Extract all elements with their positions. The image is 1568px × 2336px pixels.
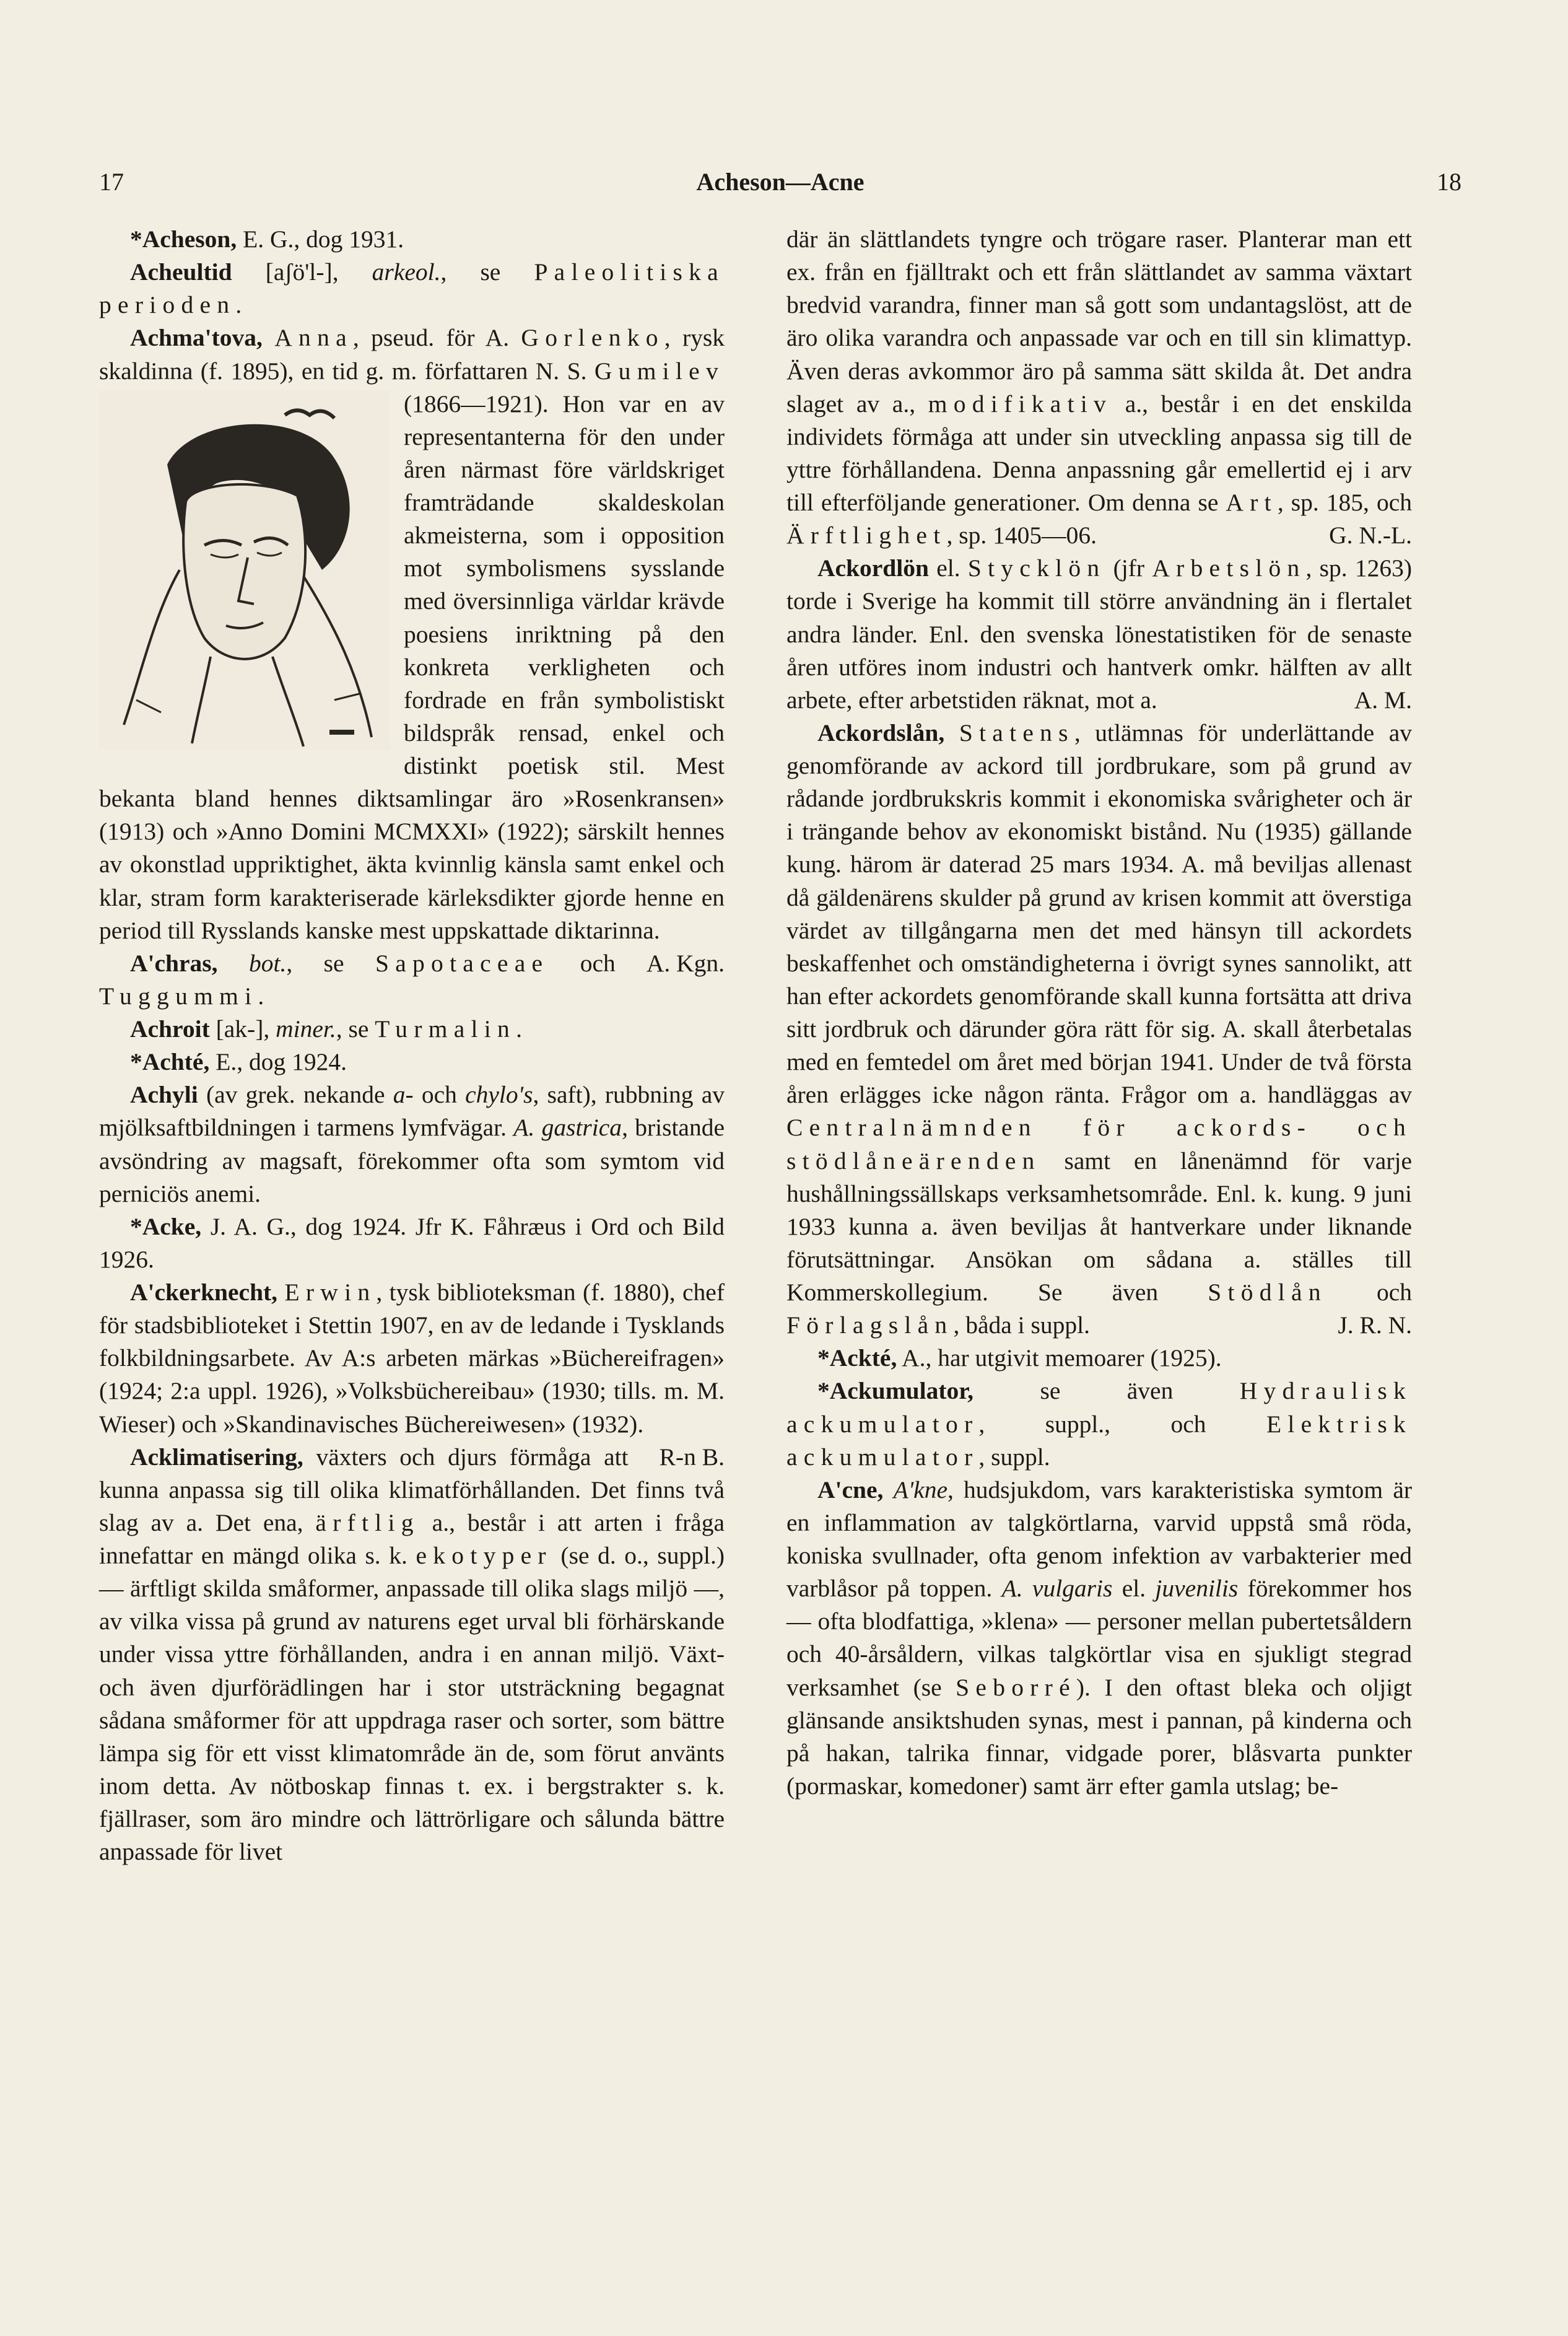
- portrait-image: [99, 390, 390, 750]
- entry-achras: A'chras, bot., se Sapotaceae och Tuggummi.: [99, 949, 616, 1010]
- entry-achyli: Achyli (av grek. nekande a- och chylo's, saft), rubbning av mjölksaftbildningen i tarmens lymfvägar. A. gastrica, bristande avsöndring av magsaft, förekommer ofta som symtom vid perniciös anemi.: [99, 1081, 725, 1207]
- entry-ackumulator: *Ackumulator, se även Hydraulisk ackumulator, suppl., och Elektrisk ackumulator, suppl.: [786, 1377, 1412, 1471]
- cross-reference[interactable]: Ärftlighet: [786, 522, 947, 549]
- entry-acheson: *Acheson, E. G., dog 1931.: [130, 225, 404, 253]
- entry-achmatova: Achma'tova, Anna, pseud. för A. Gorlenko, rysk skaldinna (f. 1895), en tid g. m. författaren N. S. Gumilev (1866—1921). Hon var en av representanterna för den under åren närmast före världskriget framträdande skaldeskolan akmeisterna, som i opposition mot symbolismens sysslande med översinnliga världar krävde poesiens inriktning på den konkreta verkligheten och fordrade en från symbolistiskt bildspråk rensad, enkel och distinkt poetisk stil. Mest bekanta bland hennes diktsamlingar äro »Rosenkransen» (1913) och »Anno Domini MCMXXI» (1922); särskilt hennes av okonstlad uppriktighet, äkta kvinnlig känsla samt enkel och klar, stram form karakteriserade kärleksdikter gjorde henne en period till Rysslands kanske mest uppskattade diktarinna. A. Kgn.: [99, 322, 725, 947]
- headword[interactable]: A'cne,: [817, 1476, 884, 1503]
- cross-reference[interactable]: Seborré: [956, 1673, 1076, 1701]
- cross-reference[interactable]: Turmalin: [375, 1015, 516, 1043]
- right-column: [786, 223, 1412, 1803]
- headword[interactable]: Achroit: [130, 1015, 210, 1043]
- author-signature: A. M.: [1354, 686, 1412, 714]
- entry-acklimatisering-continued: där än slättlandets tyngre och trögare raser. Planterar man ett ex. från en fjälltrakt och ett från slättlandet av samma växtart bredvid varandra, finner man så gott som undantagslöst, att de äro olika varandra och anpassade var och en till sin klimattyp. Även deras avkommor äro på samma sätt skilda åt. Det andra slaget av a., modifikativ a., består i en det enskilda individets förmåga att under sin utveckling anpassa sig till de yttre förhållandena. Denna anpassning går emellertid ej i arv till efterföljande generationer. Om denna se Art, sp. 185, och Ärftlighet, sp. 1405—06. G. N.-L.: [786, 223, 1412, 552]
- cross-reference[interactable]: Elektrisk ackumulator: [786, 1410, 1412, 1471]
- headword[interactable]: *Ackumulator,: [817, 1377, 974, 1405]
- headword[interactable]: *Acheson,: [130, 225, 237, 253]
- headword[interactable]: Ackordlön: [817, 554, 929, 582]
- cross-reference[interactable]: Sapotaceae: [375, 949, 549, 977]
- author-signature: A. Kgn.: [646, 949, 725, 977]
- entry-ackerknecht: A'ckerknecht, Erwin, tysk biblioteksman (f. 1880), chef för stadsbiblioteket i Stettin 1907, en av de ledande i Tysklands folkbildningsarbete. Av A:s arbeten märkas »Büchereifragen» (1924; 2:a uppl. 1926), »Volksbüchereibau» (1930; tills. m. M. Wieser) och »Skandinavisches Büchereiwesen» (1932). R-n B.: [99, 1276, 725, 1441]
- headword[interactable]: Ackordslån,: [817, 719, 945, 746]
- entry-acheultid: Acheultid [aʃö'l-], arkeol., se Paleolitiska perioden.: [99, 258, 725, 319]
- entry-acne: A'cne, A'kne, hudsjukdom, vars karakteristiska symtom är en inflammation av talgkörtlarna, varvid uppstå små röda, koniska svullnader, ofta genom infektion av varbakterier med varblåsor på toppen. A. vulgaris el. juvenilis förekommer hos — ofta blodfattiga, »klena» — personer mellan pubertetsåldern och 40-årsåldern, vilkas talgkörtlar visa en sjukligt stegrad verksamhet (se Seborré). I den oftast bleka och oljigt glänsande ansiktshuden synas, mest i pannan, på kinderna och på hakan, talrika finnar, vidgade porer, blåsvarta punkter (pormaskar, komedoner) samt ärr efter gamla utslag; be-: [786, 1476, 1413, 1800]
- entry-acke: *Acke, J. A. G., dog 1924. Jfr K. Fåhræus i Ord och Bild 1926.: [99, 1212, 725, 1273]
- headword[interactable]: Achyli: [130, 1081, 198, 1109]
- author-signature: R-n B.: [659, 1443, 725, 1471]
- author-signature: G. N.-L.: [1329, 522, 1412, 549]
- entry-ackte: *Ackté, A., har utgivit memoarer (1925).: [817, 1344, 1222, 1372]
- cross-reference[interactable]: Hydraulisk ackumulator: [786, 1377, 1412, 1438]
- cross-reference[interactable]: Arbetslön: [1152, 554, 1306, 582]
- cross-reference[interactable]: Förlagslån: [786, 1311, 954, 1339]
- cross-reference[interactable]: Tuggummi: [99, 982, 258, 1010]
- entry-ackordslan: Ackordslån, Statens, utlämnas för underlättande av genomförande av ackord till jordbrukare, som på grund av rådande jordbrukskris kommit i ekonomiska svårigheter och är i trängande behov av ekonomiskt bistånd. Nu (1935) gällande kung. härom är daterad 25 mars 1934. A. må beviljas allenast då gäldenärens skulder på grund av krisen kommit att överstiga värdet av tillgångarna men det med hänsyn till ackordets beskaffenhet och omständigheterna i övrigt synes sannolikt, att han efter ackordets genomförande skall kunna fortsätta att driva sitt jordbruk och därunder göra rätt för sig. A. skall återbetalas med en femtedel om året med början 1941. Under de två första åren erlägges icke någon ränta. Frågor om a. handläggas av Centralnämnden för ackords- och stödlåneärenden samt en lånenämnd för varje hushållningssällskaps verksamhetsområde. Enl. k. kung. 9 juni 1933 kunna a. även beviljas åt hantverkare under liknande förutsättningar. Ansökan om sådana a. ställes till Kommerskollegium. Se även Stödlån och Förlagslån, båda i suppl. J. R. N.: [786, 717, 1412, 1342]
- headword[interactable]: *Achté,: [130, 1048, 210, 1076]
- entry-achroit: Achroit [ak-], miner., se Turmalin.: [130, 1015, 522, 1043]
- headword[interactable]: A'ckerknecht,: [130, 1279, 278, 1306]
- headword[interactable]: A'chras,: [130, 949, 218, 977]
- portrait-drawing-icon: [99, 390, 390, 750]
- page-header: [99, 167, 1461, 204]
- entry-ackordlon: Ackordlön el. Stycklön (jfr Arbetslön, sp. 1263) torde i Sverige ha kommit till större användning än i flertalet andra länder. Enl. den svenska lönestatistiken för de senaste åren utföres inom industri och hantverk omkr. hälften av allt arbete, efter arbetstiden räknat, mot a. A. M.: [786, 552, 1412, 717]
- entry-achte: *Achté, E., dog 1924.: [130, 1048, 347, 1076]
- headword[interactable]: Achma'tova,: [130, 324, 263, 352]
- page-number-left: 17: [99, 168, 124, 196]
- headword[interactable]: Acheultid: [130, 258, 232, 286]
- entry-acklimatisering: Acklimatisering, växters och djurs förmåga att kunna anpassa sig till olika klimatförhållanden. Det finns två slag av a. Det ena, ärftlig a., består i att arten i fråga innefattar en mängd olika s. k. ekotyper (se d. o., suppl.) — ärftligt skilda småformer, anpassade till olika slags miljö —, av vilka vissa på grund av naturens eget urval bli förhärskande under vissa yttre förhållanden, andra i en annan miljö. Växt- och även djurförädlingen har i stor utsträckning begagnat sådana småformer för att uppdraga raser och sorter, som bättre lämpa sig för ett visst klimatområde än de, som förut använts inom detta. Av nötboskap finnas t. ex. i bergstrakter s. k. fjällraser, som äro mindre och lättrörligare och sålunda bättre anpassade för livet: [99, 1443, 725, 1866]
- running-title: Acheson—Acne: [696, 168, 865, 196]
- author-signature: J. R. N.: [1338, 1311, 1412, 1339]
- cross-reference[interactable]: ekotyper: [416, 1542, 552, 1569]
- left-column: [99, 223, 725, 1868]
- headword[interactable]: Acklimatisering,: [130, 1443, 303, 1471]
- headword[interactable]: *Ackté,: [817, 1344, 897, 1372]
- headword[interactable]: *Acke,: [130, 1212, 202, 1240]
- cross-reference[interactable]: Paleolitiska perioden: [99, 258, 725, 319]
- page-number-right: 18: [1437, 168, 1461, 196]
- cross-reference[interactable]: Stödlån: [1208, 1279, 1327, 1306]
- cross-reference[interactable]: Art: [1226, 489, 1278, 516]
